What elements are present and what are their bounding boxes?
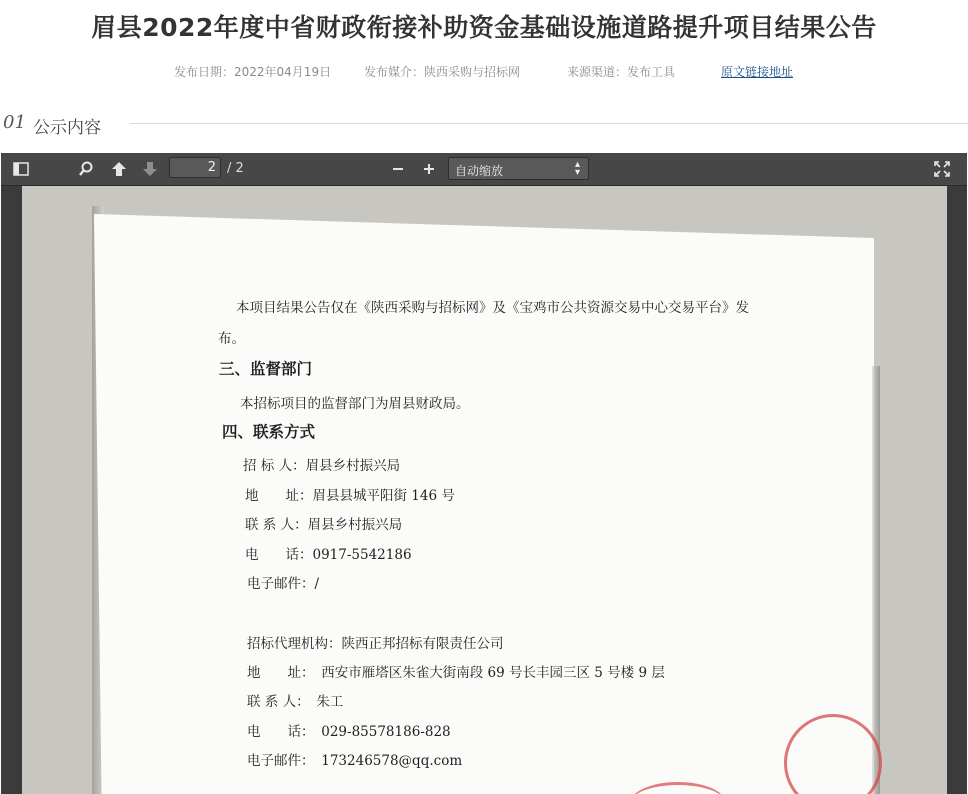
zoom-value: 自动缩放 xyxy=(455,164,504,178)
doc-line: 电子邮件：/ xyxy=(247,576,320,592)
sidebar-toggle-icon[interactable] xyxy=(9,157,33,181)
section-divider xyxy=(130,123,968,124)
section-label: 公示内容 xyxy=(33,118,101,138)
pdf-viewer xyxy=(1,153,967,794)
doc-line: 招 标 人：眉县乡村振兴局 xyxy=(243,458,401,474)
doc-line: 联 系 人： 朱工 xyxy=(247,694,344,710)
paper-shadow-right xyxy=(872,366,880,794)
doc-line: 地 址：眉县县城平阳街 146 号 xyxy=(245,488,455,504)
plus-icon[interactable] xyxy=(417,157,441,181)
pdf-toolbar xyxy=(1,153,967,186)
search-icon[interactable] xyxy=(74,157,98,181)
zoom-select[interactable] xyxy=(448,157,589,180)
doc-line: 招标代理机构：陕西正邦招标有限责任公司 xyxy=(247,636,504,652)
doc-line: 本项目结果公告仅在《陕西采购与招标网》及《宝鸡市公共资源交易中心交易平台》发 xyxy=(236,300,749,316)
fullscreen-icon[interactable] xyxy=(930,157,954,181)
arrow-down-icon[interactable] xyxy=(138,157,162,181)
doc-line: 电子邮件： 173246578@qq.com xyxy=(247,753,463,769)
doc-line: 本招标项目的监督部门为眉县财政局。 xyxy=(240,396,470,412)
doc-heading: 四、联系方式 xyxy=(222,423,316,441)
doc-line: 联 系 人：眉县乡村振兴局 xyxy=(245,517,403,533)
source-channel: 来源渠道：发布工具 xyxy=(567,65,676,79)
page-title: 眉县2022年度中省财政衔接补助资金基础设施道路提升项目结果公告 xyxy=(91,13,877,42)
arrow-up-icon[interactable] xyxy=(107,157,131,181)
publish-media: 发布媒介：陕西采购与招标网 xyxy=(364,65,521,79)
publish-date: 发布日期：2022年04月19日 xyxy=(174,65,332,79)
doc-line: 布。 xyxy=(218,331,245,347)
doc-line: 地 址： 西安市雁塔区朱雀大街南段 69 号长丰园三区 5 号楼 9 层 xyxy=(247,665,665,681)
doc-line: 电 话：0917-5542186 xyxy=(245,547,412,563)
doc-line: 电 话： 029-85578186-828 xyxy=(247,724,451,740)
pdf-page-area[interactable] xyxy=(22,186,947,794)
minus-icon[interactable] xyxy=(386,157,410,181)
section-number: 01 xyxy=(3,112,26,133)
chevron-updown-icon: ▴ ▾ xyxy=(574,159,580,178)
doc-heading: 三、监督部门 xyxy=(219,360,313,378)
section-header xyxy=(0,110,968,138)
original-link[interactable]: 原文链接地址 xyxy=(721,65,794,79)
page-number-input[interactable]: 2 xyxy=(169,157,221,178)
page-total: / 2 xyxy=(227,161,244,176)
